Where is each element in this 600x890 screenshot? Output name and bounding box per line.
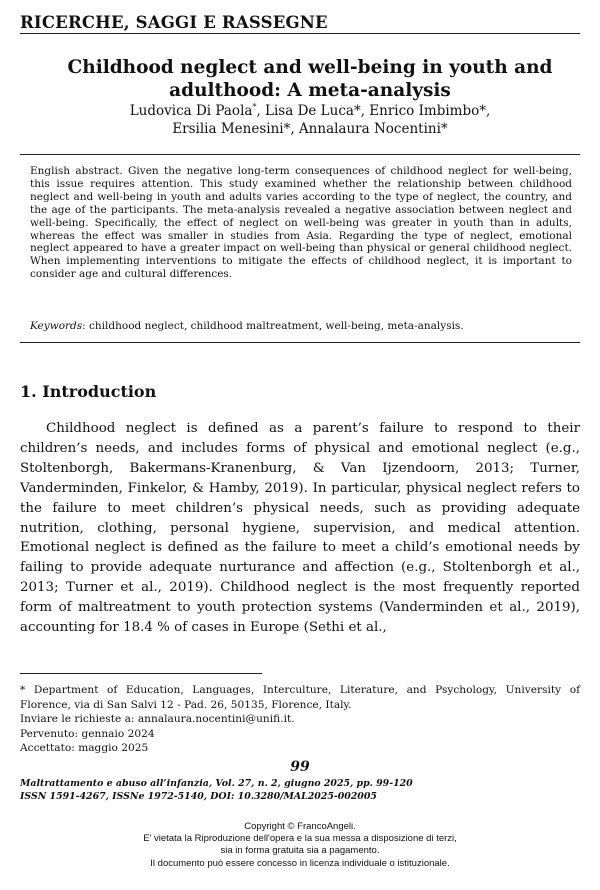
title-line-2: adulthood: A meta-analysis <box>169 80 451 101</box>
page-number: 99 <box>290 759 310 775</box>
footnote-affiliation: * Department of Education, Languages, Interculture, Literature, and Psychology, University of Florence, via di San Salvi 12 - Pad. 26, 50135, Florence, Italy. <box>20 684 580 711</box>
footnote-accepted: Accettato: maggio 2025 <box>20 742 149 755</box>
section-header: RICERCHE, SAGGI E RASSEGNE <box>20 13 328 32</box>
journal-line-2: ISSN 1591-4267, ISSNe 1972-5140, DOI: 10.3280/MAL2025-002005 <box>20 791 377 802</box>
copyright-line-1: Copyright © FrancoAngeli. <box>244 821 356 832</box>
footnote <box>20 683 580 756</box>
affiliation-mark: * <box>252 102 257 112</box>
copyright-line-3: sia in forma gratuita sia a pagamento. <box>220 845 380 857</box>
abstract-text: English abstract. Given the negative long-term consequences of childhood neglect for well-being, this issue requires attention. This study examined whether the relationship between childhood neglect and well-being in youth and adults varies according to the type of neglect, the country, and the age of the participants. The meta-analysis revealed a negative association between neglect and well-being. Specifically, the effect of neglect on well-being was greater in youth than in adults, whereas the effect was smaller in studies from Asia. Regarding the type of neglect, emotional neglect appeared to have a greater impact on well-being than physical or general childhood neglect. When implementing interventions to mitigate the effects of childhood neglect, it is important to consider age and cultural differences. <box>30 165 572 281</box>
section-heading-introduction: 1. Introduction <box>20 382 157 401</box>
copyright-line-2: E' vietata la Riproduzione dell'opera e la sua messa a disposizione di terzi, <box>143 833 457 845</box>
authors-line-2: Ersilia Menesini*, Annalaura Nocentini* <box>172 121 448 137</box>
footnote-contact: Inviare le richieste a: annalaura.nocentini@unifi.it. <box>20 713 295 726</box>
keywords-list: : childhood neglect, childhood maltreatment, well-being, meta-analysis. <box>82 320 464 332</box>
abstract-bottom-rule <box>20 342 580 343</box>
title-line-1: Childhood neglect and well-being in youth and <box>67 57 553 78</box>
author-list <box>40 102 580 138</box>
introduction-paragraph: Childhood neglect is defined as a parent’s failure to respond to their children’s needs, and includes forms of physical and emotional neglect (e.g., Stoltenborgh, Bakermans-Kranenburg, & Van Ijzendoorn, 2013; Turner, Vanderminden, Finkelor, & Hamby, 2019). In particular, physical neglect refers to the failure to meet children’s physical needs, such as providing adequate nutrition, clothing, personal hygiene, supervision, and medical attention. Emotional neglect is defined as the failure to meet a child’s emotional needs by failing to provide adequate nurturance and affection (e.g., Stoltenborgh et al., 2013; Turner et al., 2019). Childhood neglect is the most frequently reported form of maltreatment to youth protection systems (Vanderminden et al., 2019), accounting for 18.4 % of cases in Europe (Sethi et al., <box>20 421 580 636</box>
journal-line-1: Maltrattamento e abuso all’infanzia, Vol. 27, n. 2, giugno 2025, pp. 99-120 <box>20 778 413 789</box>
footnote-received: Pervenuto: gennaio 2024 <box>20 727 155 740</box>
journal-citation <box>20 777 580 803</box>
copyright-notice <box>0 821 600 870</box>
abstract-top-rule <box>20 154 580 155</box>
author-first: Ludovica Di Paola <box>129 103 253 119</box>
article-title <box>40 56 580 102</box>
keywords <box>30 320 572 333</box>
header-rule <box>20 33 580 34</box>
authors-line-1 <box>40 102 580 120</box>
authors-rest: , Lisa De Luca*, Enrico Imbimbo*, <box>256 103 491 119</box>
footnote-rule <box>20 673 262 674</box>
keywords-label: Keywords <box>30 320 83 332</box>
copyright-line-4: Il documento può essere concesso in licenza individuale o istituzionale. <box>150 857 450 869</box>
